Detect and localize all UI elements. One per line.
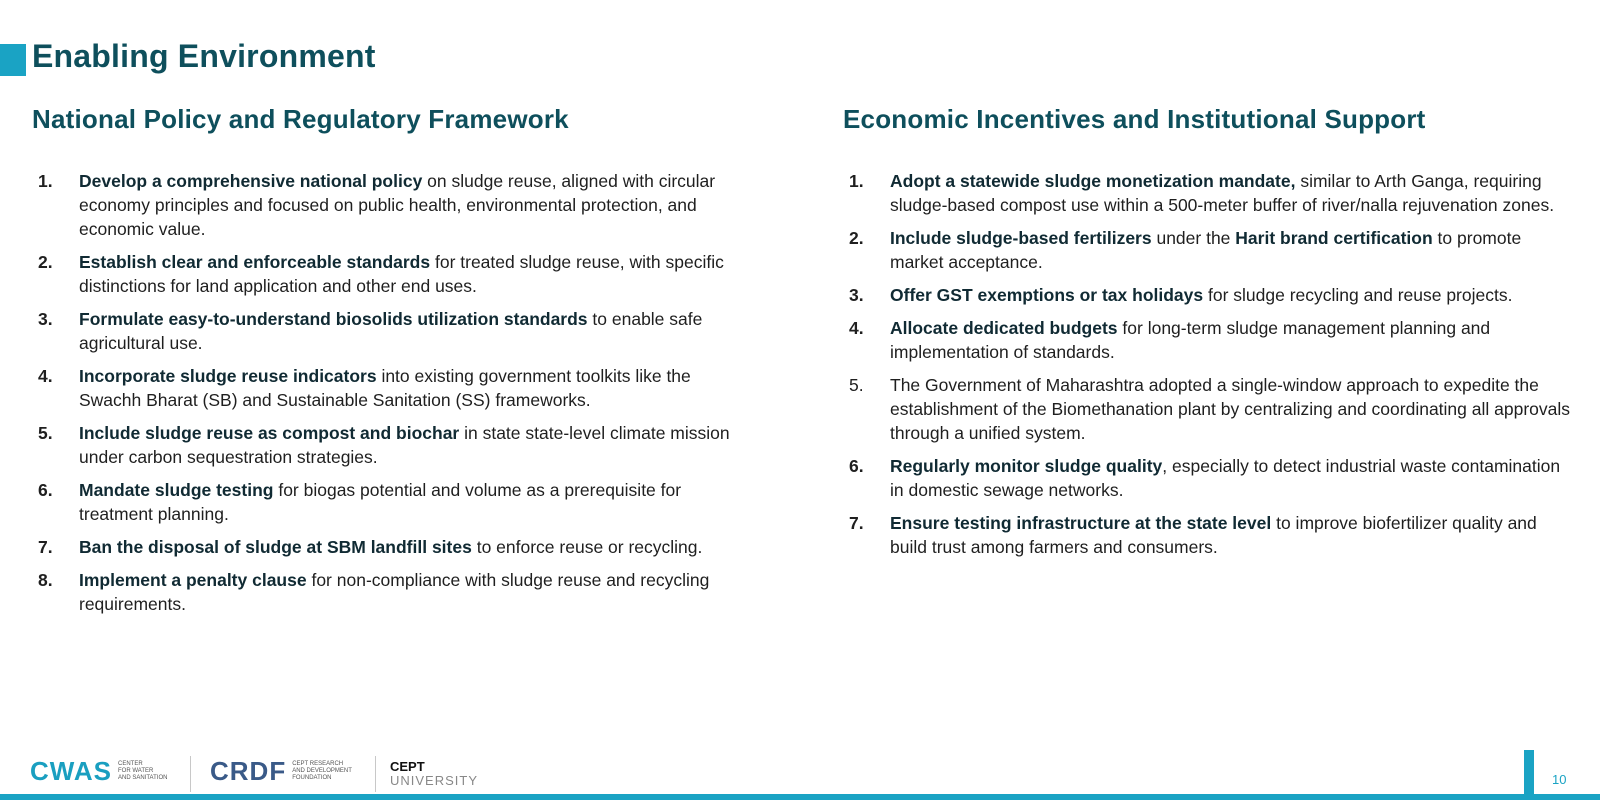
item-number: 7.	[849, 513, 864, 533]
item-number: 5.	[849, 375, 864, 395]
item-text: for biogas potential and volume as a prerequisite for treatment planning.	[79, 480, 682, 524]
item-bold-text: Formulate easy-to-understand biosolids utilization standards	[79, 309, 588, 329]
list-item	[32, 364, 752, 412]
item-number: 1.	[849, 171, 864, 191]
item-text: to promote market acceptance.	[890, 228, 1522, 272]
item-text: , especially to detect industrial waste contamination in domestic sewage networks.	[890, 456, 1561, 500]
cept-logo-line2: UNIVERSITY	[390, 773, 479, 788]
item-bold-text: Mandate sludge testing	[79, 480, 274, 500]
title-accent-bar	[0, 44, 26, 76]
item-text: in state state-level climate mission under carbon sequestration strategies.	[79, 423, 730, 467]
page-number: 10	[1552, 772, 1567, 787]
cwas-sub-line: CENTER	[118, 761, 143, 767]
list-item	[32, 478, 752, 526]
cept-logo-line1: CEPT	[390, 759, 425, 774]
cwas-logo	[30, 756, 188, 787]
item-number: 3.	[849, 285, 864, 305]
item-bold-text-2: Harit brand certification	[1235, 228, 1433, 248]
item-number: 4.	[38, 366, 53, 386]
item-text: The Government of Maharashtra adopted a single-window approach to expedite the establishment of the Biomethanation plant by centralizing and coordinating all approvals through a unified system.	[890, 375, 1571, 443]
list-item	[32, 535, 752, 559]
item-number: 2.	[38, 252, 53, 272]
list-item	[843, 454, 1573, 502]
item-text: on sludge reuse, aligned with circular economy principles and focused on public health, environmental protection, and economic value.	[79, 171, 716, 239]
cwas-sub-line: FOR WATER	[118, 768, 154, 774]
list-item	[32, 307, 752, 355]
item-bold-text: Allocate dedicated budgets	[890, 318, 1118, 338]
item-bold-text: Regularly monitor sludge quality	[890, 456, 1163, 476]
crdf-logo-text: CRDF	[210, 756, 287, 786]
item-bold-text: Offer GST exemptions or tax holidays	[890, 285, 1204, 305]
list-item	[843, 226, 1573, 274]
cwas-logo-text: CWAS	[30, 756, 112, 786]
item-text: to enforce reuse or recycling.	[471, 537, 703, 557]
list-item	[32, 568, 752, 616]
item-text: similar to Arth Ganga, requiring sludge-based compost use within a 500-meter buffer of river/nalla rejuvenation zones.	[890, 171, 1555, 215]
left-column-heading: National Policy and Regulatory Framework	[32, 104, 569, 134]
item-bold-text: Incorporate sludge reuse indicators	[79, 366, 377, 386]
crdf-sub-line: AND DEVELOPMENT	[292, 768, 352, 774]
item-bold-text: Include sludge reuse as compost and biochar	[79, 423, 460, 443]
list-item	[32, 250, 752, 298]
list-item	[843, 373, 1573, 445]
list-item	[32, 421, 752, 469]
left-column	[32, 104, 752, 625]
crdf-logo	[210, 756, 362, 787]
crdf-sub-line: CEPT RESEARCH	[292, 761, 344, 767]
item-text: for non-compliance with sludge reuse and recycling requirements.	[79, 570, 710, 614]
item-bold-text: Implement a penalty clause	[79, 570, 307, 590]
item-number: 6.	[38, 480, 53, 500]
item-text: for sludge recycling and reuse projects.	[1203, 285, 1513, 305]
list-item	[843, 169, 1573, 217]
cept-logo	[390, 760, 478, 788]
item-bold-text: Ensure testing infrastructure at the state level	[890, 513, 1272, 533]
item-bold-text: Adopt a statewide sludge monetization mandate,	[890, 171, 1296, 191]
item-text: to enable safe agricultural use.	[79, 309, 703, 353]
list-item	[843, 283, 1573, 307]
item-number: 8.	[38, 570, 53, 590]
cwas-sub-line: AND SANITATION	[118, 775, 168, 781]
list-item	[32, 169, 752, 241]
crdf-logo-subtitle	[292, 761, 362, 782]
right-column	[843, 104, 1573, 568]
item-text: for long-term sludge management planning and implementation of standards.	[890, 318, 1491, 362]
item-text: to improve biofertilizer quality and build trust among farmers and consumers.	[890, 513, 1537, 557]
item-number: 6.	[849, 456, 864, 476]
item-bold-text: Establish clear and enforceable standards	[79, 252, 431, 272]
right-list	[843, 169, 1573, 559]
item-text: into existing government toolkits like the Swachh Bharat (SB) and Sustainable Sanitation (SS) frameworks.	[79, 366, 691, 410]
slide-title: Enabling Environment	[32, 38, 376, 74]
item-bold-text: Include sludge-based fertilizers	[890, 228, 1152, 248]
item-bold-text: Develop a comprehensive national policy	[79, 171, 423, 191]
bottom-accent-bar	[0, 794, 1600, 800]
list-item	[843, 511, 1573, 559]
item-bold-text: Ban the disposal of sludge at SBM landfill sites	[79, 537, 472, 557]
crdf-sub-line: FOUNDATION	[292, 775, 332, 781]
item-number: 4.	[849, 318, 864, 338]
footer-divider	[190, 756, 191, 792]
list-item	[843, 316, 1573, 364]
item-text: under the	[1151, 228, 1236, 248]
left-list	[32, 169, 752, 616]
right-column-heading: Economic Incentives and Institutional Support	[843, 104, 1426, 134]
cwas-logo-subtitle	[118, 761, 188, 782]
page-number-accent	[1524, 750, 1534, 794]
item-number: 2.	[849, 228, 864, 248]
item-number: 7.	[38, 537, 53, 557]
footer-divider	[375, 756, 376, 792]
item-number: 1.	[38, 171, 53, 191]
item-number: 3.	[38, 309, 53, 329]
item-text: for treated sludge reuse, with specific distinctions for land application and other end uses.	[79, 252, 724, 296]
item-number: 5.	[38, 423, 53, 443]
